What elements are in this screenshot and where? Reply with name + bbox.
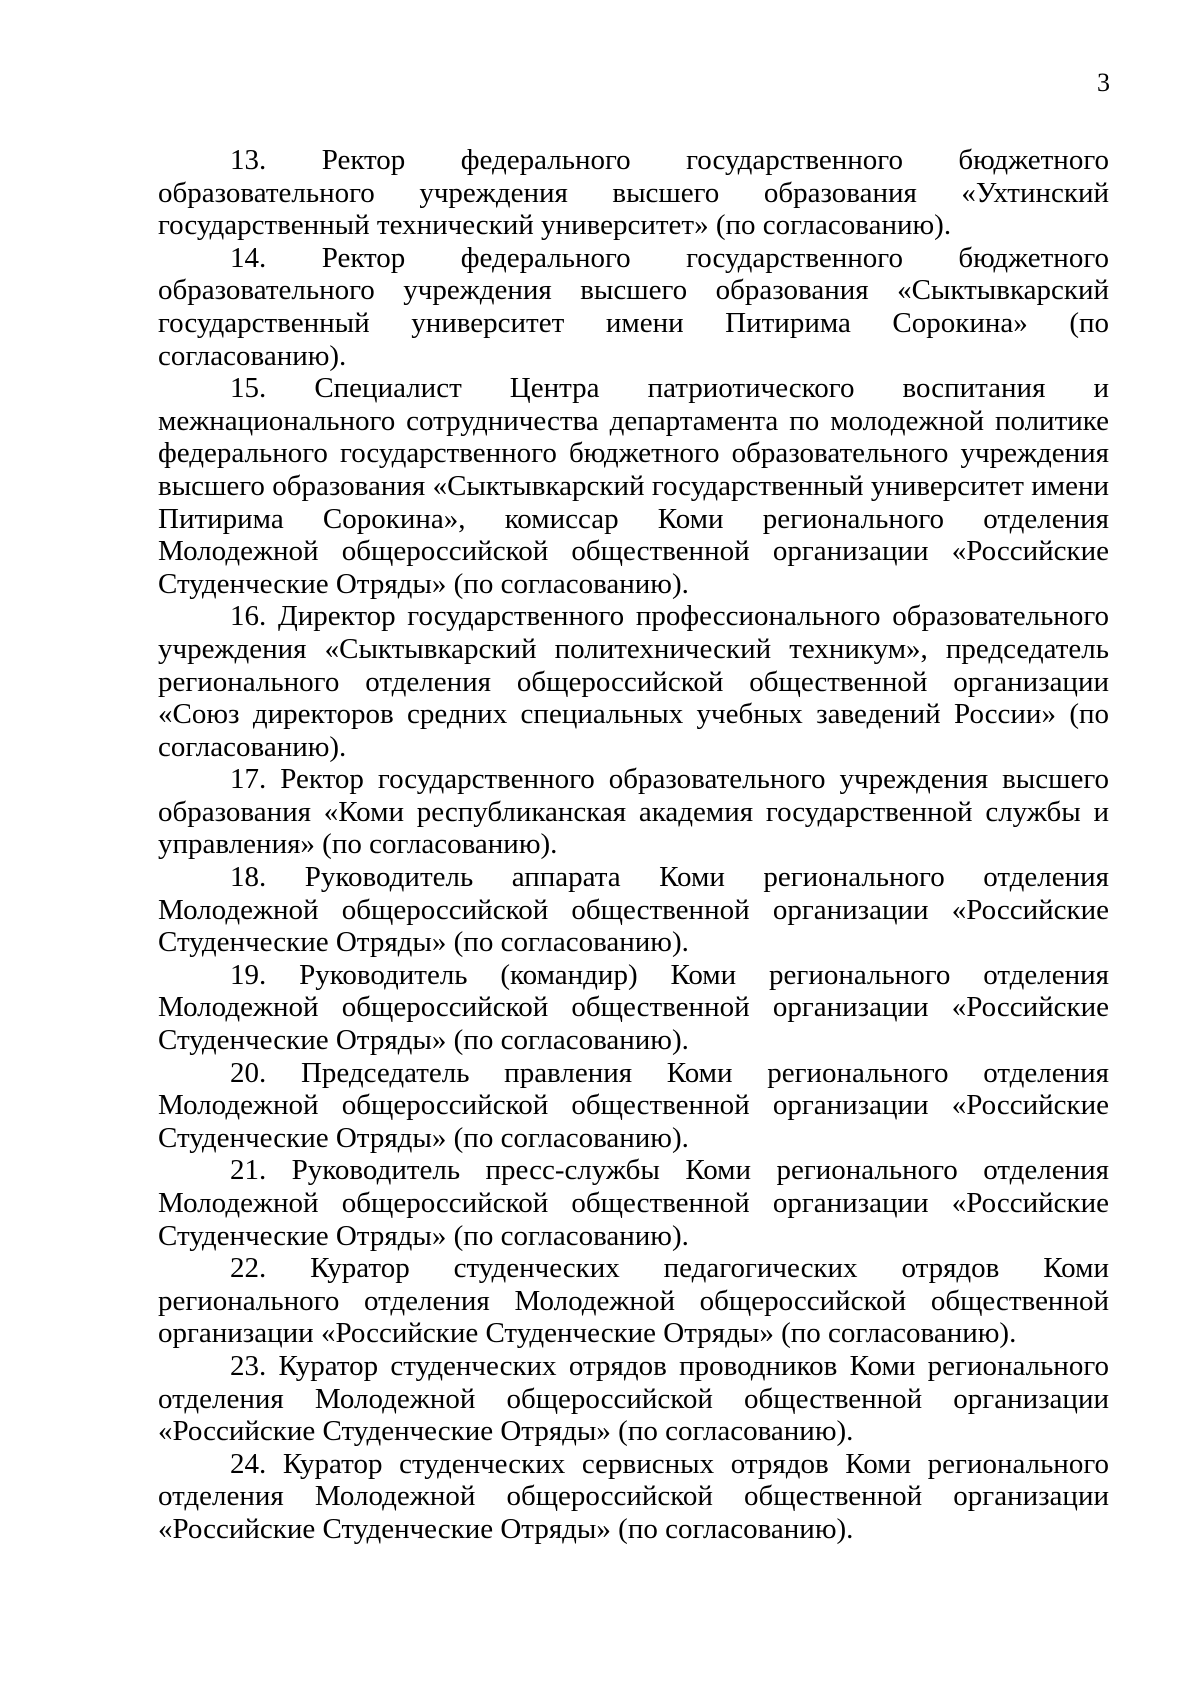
list-item-21: 21. Руководитель пресс-службы Коми регионального отделения Молодежной общероссийской общественной организации «Российские Студенческие Отряды» (по согласованию). xyxy=(158,1154,1109,1252)
list-item-16: 16. Директор государственного профессионального образовательного учреждения «Сыктывкарский политехнический техникум», председатель регионального отделения общероссийской общественной организации «Союз директоров средних специальных учебных заведений России» (по согласованию). xyxy=(158,600,1109,763)
list-item-20: 20. Председатель правления Коми регионального отделения Молодежной общероссийской общественной организации «Российские Студенческие Отряды» (по согласованию). xyxy=(158,1056,1109,1154)
list-item-15: 15. Специалист Центра патриотического воспитания и межнационального сотрудничества департамента по молодежной политике федерального государственного бюджетного образовательного учреждения высшего образования «Сыктывкарский государственный университет имени Питирима Сорокина», комиссар Коми регионального отделения Молодежной общероссийской общественной организации «Российские Студенческие Отряды» (по согласованию). xyxy=(158,372,1109,600)
list-item-19: 19. Руководитель (командир) Коми регионального отделения Молодежной общероссийской общественной организации «Российские Студенческие Отряды» (по согласованию). xyxy=(158,958,1109,1057)
list-item-17: 17. Ректор государственного образовательного учреждения высшего образования «Коми республиканская академия государственной службы и управления» (по согласованию). xyxy=(158,763,1109,861)
list-item-18: 18. Руководитель аппарата Коми регионального отделения Молодежной общероссийской общественной организации «Российские Студенческие Отряды» (по согласованию). xyxy=(158,861,1109,959)
list-item-24: 24. Куратор студенческих сервисных отрядов Коми регионального отделения Молодежной общероссийской общественной организации «Российские Студенческие Отряды» (по согласованию). xyxy=(158,1447,1109,1545)
page-number: 3 xyxy=(1097,68,1110,97)
list-item-13: 13. Ректор федерального государственного бюджетного образовательного учреждения высшего образования «Ухтинский государственный технический университет» (по согласованию). xyxy=(158,144,1109,242)
list-item-14: 14. Ректор федерального государственного бюджетного образовательного учреждения высшего образования «Сыктывкарский государственный университет имени Питирима Сорокина» (по согласованию). xyxy=(158,241,1109,372)
document-body xyxy=(158,144,1109,1546)
list-item-23: 23. Куратор студенческих отрядов проводников Коми регионального отделения Молодежной общероссийской общественной организации «Российские Студенческие Отряды» (по согласованию). xyxy=(158,1349,1109,1448)
list-item-22: 22. Куратор студенческих педагогических отрядов Коми регионального отделения Молодежной общероссийской общественной организации «Российские Студенческие Отряды» (по согласованию). xyxy=(158,1252,1109,1350)
